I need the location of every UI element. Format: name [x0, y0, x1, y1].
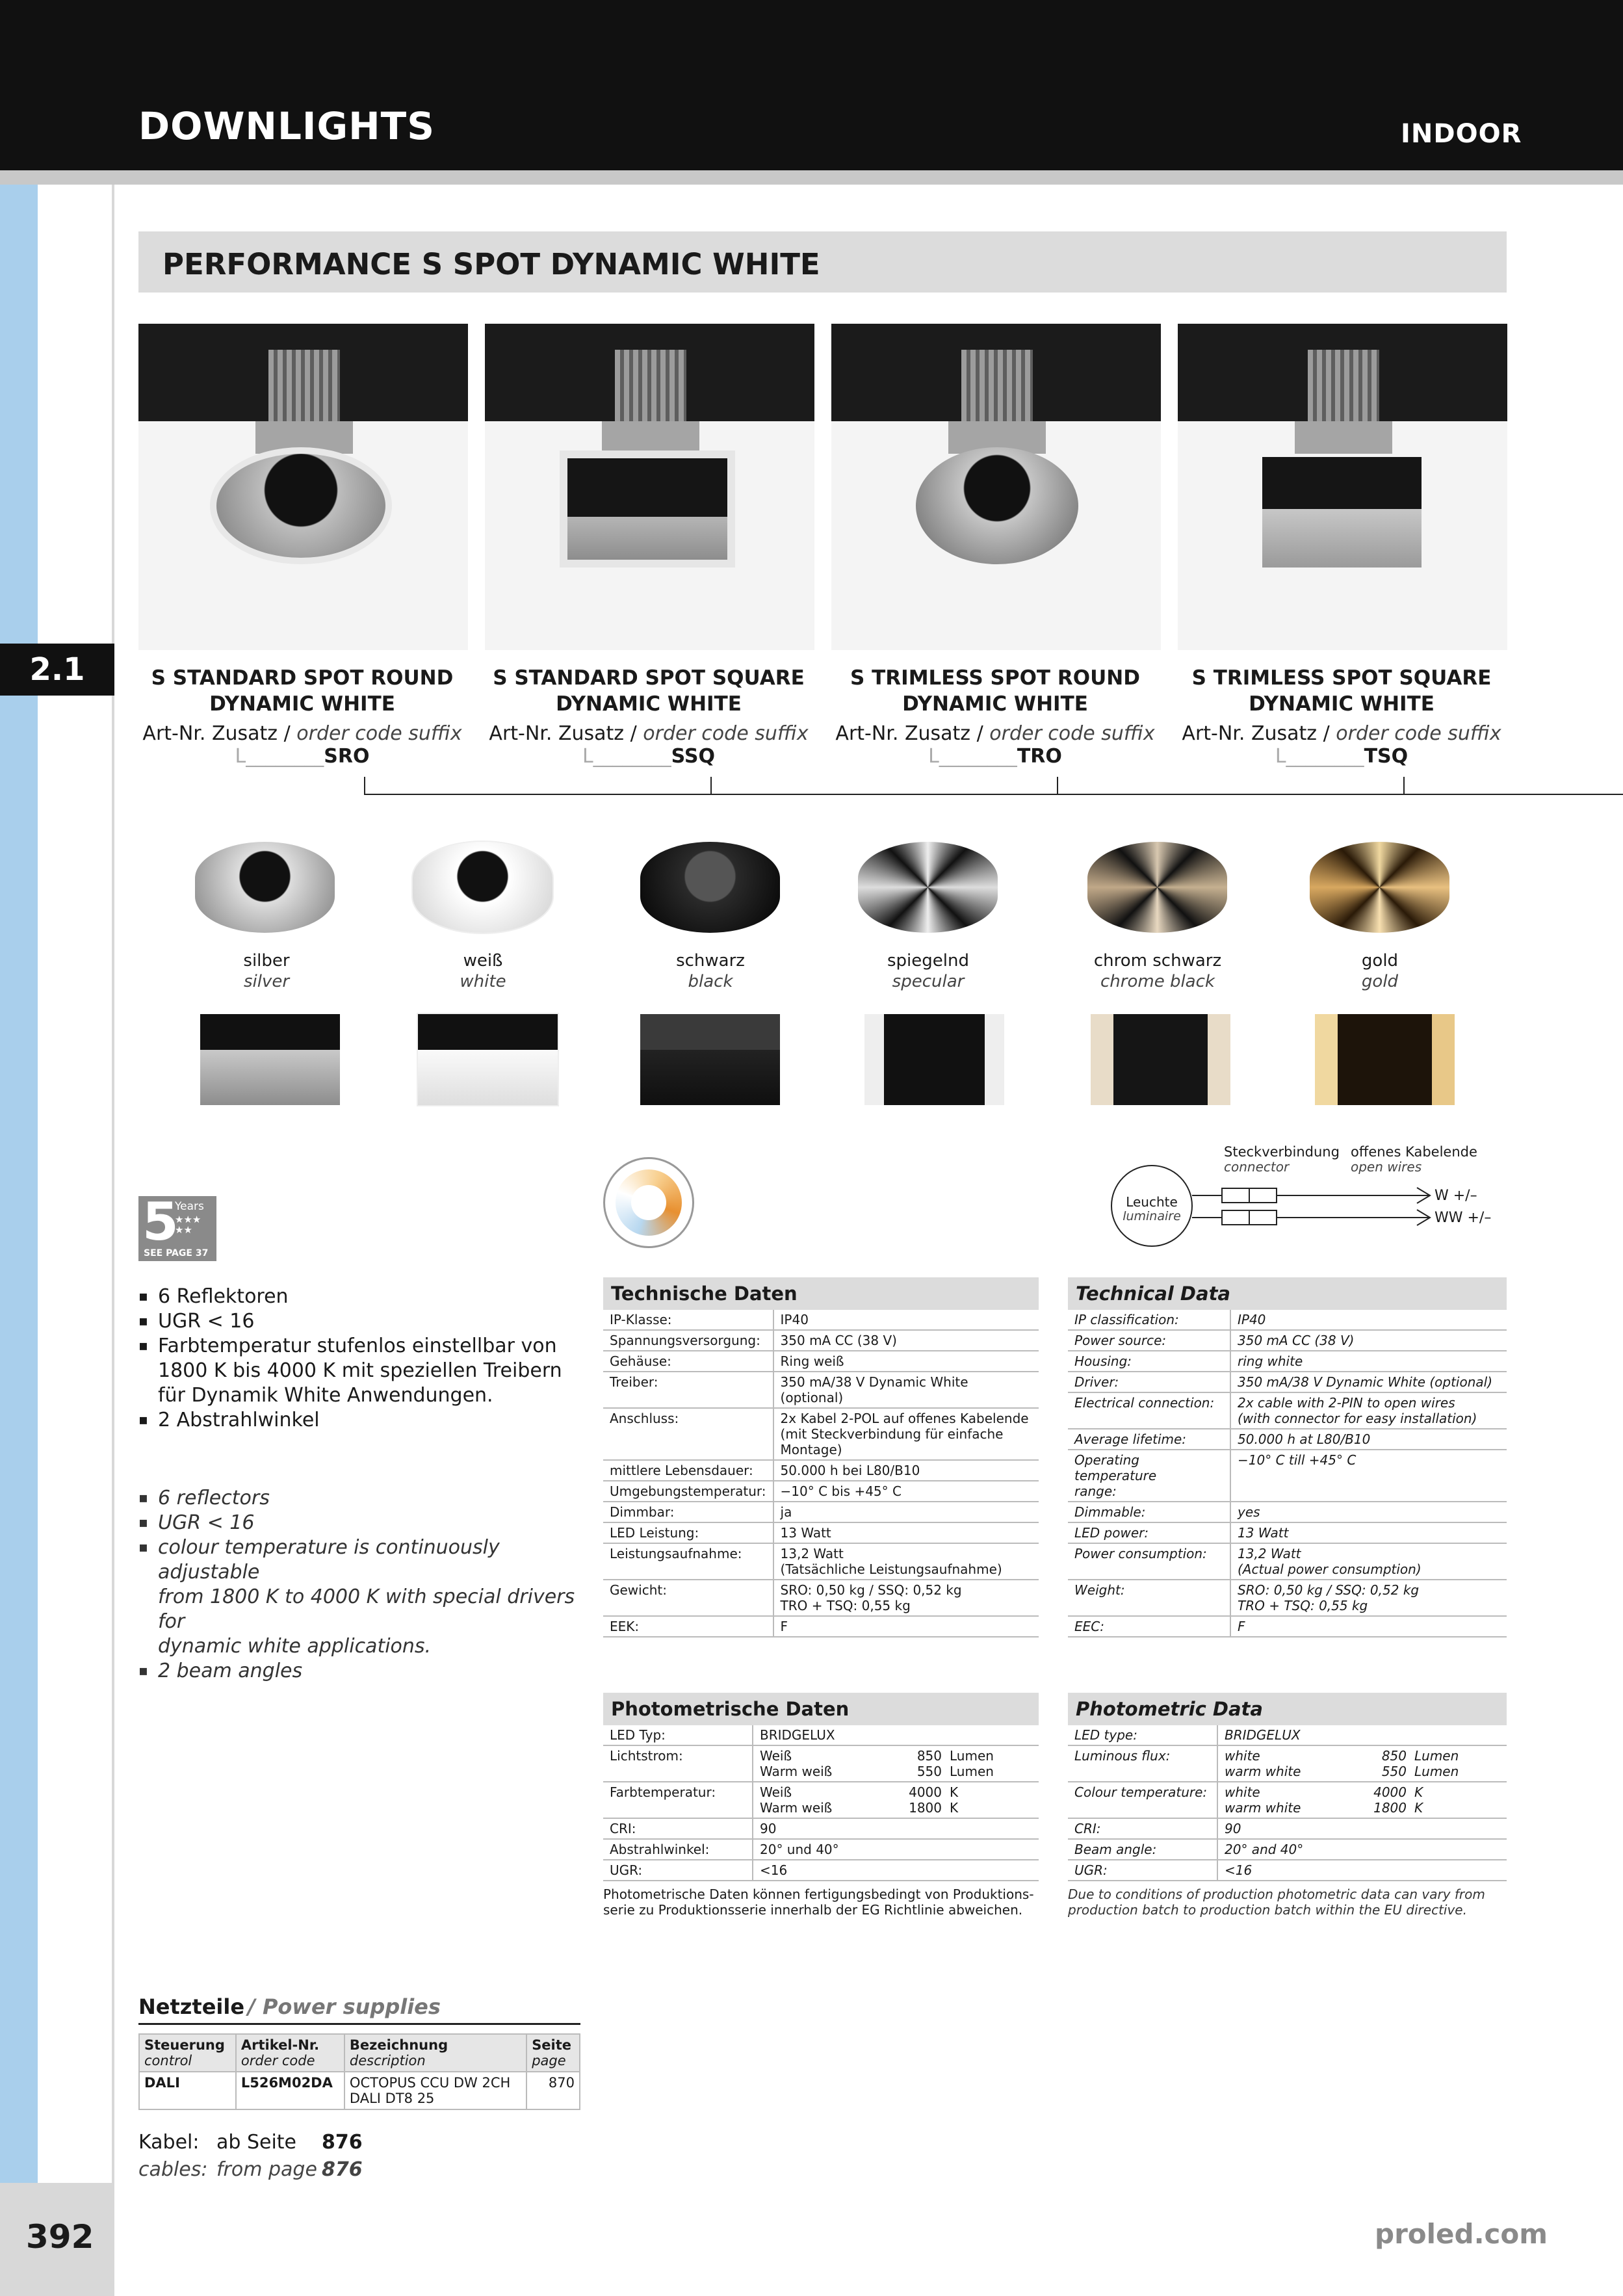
luminaire-label: Leuchte	[1126, 1194, 1178, 1210]
row-label: Power consumption:	[1068, 1543, 1230, 1580]
variant-ssq	[473, 665, 824, 768]
bracket-tick	[1057, 777, 1058, 795]
variant-sro	[127, 665, 478, 768]
tech-table-de	[603, 1277, 1039, 1637]
row-label: LED Typ:	[603, 1725, 753, 1745]
table-title: Photometrische Daten	[603, 1693, 1039, 1725]
row-value: SRO: 0,50 kg / SSQ: 0,52 kg TRO + TSQ: 0,55 kg	[1230, 1580, 1507, 1616]
table-row	[1068, 1782, 1507, 1818]
row-label: UGR:	[1068, 1860, 1217, 1881]
feature-item: ▪ 6 reflectors	[138, 1486, 580, 1511]
power-supplies-table	[138, 2033, 580, 2110]
feature-item: ▪ Farbtemperatur stufenlos einstellbar von	[138, 1334, 567, 1359]
row-label: LED Leistung:	[603, 1522, 773, 1543]
col-header-control: Steuerung control	[139, 2034, 236, 2072]
bracket-tick	[364, 777, 365, 795]
table-row	[1068, 1450, 1507, 1502]
reflector-specular-square	[864, 1014, 1004, 1105]
table-row	[1068, 1860, 1507, 1881]
table-row	[603, 1351, 1039, 1372]
row-label: Average lifetime:	[1068, 1429, 1230, 1450]
row-label: Beam angle:	[1068, 1839, 1217, 1860]
page-number: 392	[26, 2218, 94, 2256]
reflector-label-silver: silber silver	[243, 951, 290, 991]
section-label: INDOOR	[1401, 119, 1522, 149]
row-value: BRIDGELUX	[1217, 1725, 1507, 1745]
row-value: 13 Watt	[773, 1522, 1039, 1543]
row-label: Luminous flux:	[1068, 1745, 1217, 1782]
table-row	[603, 1481, 1039, 1502]
row-label: Housing:	[1068, 1351, 1230, 1372]
row-value: F	[1230, 1616, 1507, 1637]
row-value: <16	[1217, 1860, 1507, 1881]
row-value: 50.000 h at L80/B10	[1230, 1429, 1507, 1450]
table-row	[1068, 1310, 1507, 1330]
feature-cont: für Dynamik White Anwendungen.	[158, 1384, 493, 1407]
row-value: <16	[753, 1860, 1039, 1881]
order-code: L________TSQ	[1275, 745, 1409, 768]
table-row: DALI L526M02DA OCTOPUS CCU DW 2CH DALI DT8 25 870	[139, 2072, 580, 2109]
row-label: Leistungsaufnahme:	[603, 1543, 773, 1580]
order-code-label: Art-Nr. Zusatz / order code suffix	[1182, 722, 1501, 745]
reflector-silver-square	[200, 1014, 340, 1105]
cable-label-en: open wires	[1351, 1159, 1422, 1175]
table-row	[1068, 1351, 1507, 1372]
row-value: 13,2 Watt (Tatsächliche Leistungsaufnahme)	[773, 1543, 1039, 1580]
row-label: CRI:	[1068, 1818, 1217, 1839]
variant-tsq	[1166, 665, 1517, 768]
luminaire-label-en: luminaire	[1123, 1209, 1181, 1223]
row-value: white warm white 850 550 Lumen Lumen	[1217, 1745, 1507, 1782]
row-label: Driver:	[1068, 1372, 1230, 1392]
row-value: SRO: 0,50 kg / SSQ: 0,52 kg TRO + TSQ: 0,55 kg	[773, 1580, 1039, 1616]
row-label: Anschluss:	[603, 1408, 773, 1460]
wire-w-label: W +/–	[1435, 1188, 1477, 1204]
row-value: ring white	[1230, 1351, 1507, 1372]
photo-de-rows	[603, 1725, 1039, 1881]
row-label: Farbtemperatur:	[603, 1782, 753, 1818]
warranty-badge: 5 Years ★★★ ★★ SEE PAGE 37	[138, 1196, 216, 1261]
table-row	[603, 1616, 1039, 1637]
reflector-white-square	[418, 1014, 558, 1105]
table-row	[603, 1818, 1039, 1839]
chapter-sidebar	[0, 185, 38, 2296]
table-row	[603, 1310, 1039, 1330]
wire-ww-label: WW +/–	[1435, 1210, 1492, 1226]
order-code: L________SRO	[235, 745, 370, 768]
row-label: Abstrahlwinkel:	[603, 1839, 753, 1860]
features-en	[138, 1486, 580, 1684]
bracket-tick	[1403, 777, 1405, 795]
variant-photo-ssq	[485, 324, 814, 650]
row-value: 2x cable with 2-PIN to open wires (with connector for easy installation)	[1230, 1392, 1507, 1429]
row-value: BRIDGELUX	[753, 1725, 1039, 1745]
row-value: 2x Kabel 2-POL auf offenes Kabelende (mit Steckverbindung für einfache Montage)	[773, 1408, 1039, 1460]
table-row	[603, 1839, 1039, 1860]
reflector-chrome-black-square	[1091, 1014, 1230, 1105]
table-row	[1068, 1616, 1507, 1637]
row-value: Ring weiß	[773, 1351, 1039, 1372]
reflector-label-gold: gold gold	[1361, 951, 1399, 991]
photometric-note: Photometrische Daten können fertigungsbedingt von Produktions- serie zu Produktionsserie innerhalb der EG Richtlinie abweichen.	[603, 1886, 1034, 1918]
row-value: 90	[753, 1818, 1039, 1839]
variant-tro	[820, 665, 1171, 768]
table-row	[603, 1522, 1039, 1543]
row-value: 350 mA CC (38 V)	[1230, 1330, 1507, 1351]
row-label: LED type:	[1068, 1725, 1217, 1745]
variant-name: S STANDARD SPOT SQUARE	[493, 666, 805, 690]
row-value: 13,2 Watt (Actual power consumption)	[1230, 1543, 1507, 1580]
table-row	[603, 1372, 1039, 1408]
row-label: CRI:	[603, 1818, 753, 1839]
table-row	[603, 1782, 1039, 1818]
row-value: F	[773, 1616, 1039, 1637]
wiring-diagram	[1105, 1141, 1527, 1251]
row-value: 90	[1217, 1818, 1507, 1839]
table-row	[603, 1330, 1039, 1351]
reflector-white-round	[413, 842, 552, 933]
reflector-silver-round	[195, 842, 335, 933]
row-value: 13 Watt	[1230, 1522, 1507, 1543]
variant-photo-tsq	[1178, 324, 1507, 650]
row-label: Spannungsversorgung:	[603, 1330, 773, 1351]
table-row	[603, 1860, 1039, 1881]
table-row	[603, 1580, 1039, 1616]
connector-label: Steckverbindung	[1224, 1144, 1340, 1160]
tech-table-en	[1068, 1277, 1507, 1637]
website: proled.com	[1375, 2218, 1548, 2250]
reflector-gold-round	[1310, 842, 1449, 933]
table-row	[1068, 1330, 1507, 1351]
row-label: Lichtstrom:	[603, 1745, 753, 1782]
table-row	[1068, 1429, 1507, 1450]
table-title: Technical Data	[1068, 1277, 1507, 1310]
product-title: PERFORMANCE S SPOT DYNAMIC WHITE	[162, 247, 820, 281]
feature-item: ▪ 2 beam angles	[138, 1659, 580, 1684]
row-label: Umgebungstemperatur:	[603, 1481, 773, 1502]
connector-label-en: connector	[1224, 1159, 1290, 1175]
reflector-black-round	[640, 842, 780, 933]
variant-name: S TRIMLESS SPOT ROUND	[850, 666, 1140, 690]
row-value: −10° C till +45° C	[1230, 1450, 1507, 1502]
order-code: L________TRO	[928, 745, 1062, 768]
variant-photo-sro	[138, 324, 468, 650]
photo-en-rows	[1068, 1725, 1507, 1881]
feature-item: ▪ 2 Abstrahlwinkel	[138, 1408, 567, 1433]
table-title: Technische Daten	[603, 1277, 1039, 1310]
row-value: 350 mA/38 V Dynamic White (optional)	[1230, 1372, 1507, 1392]
reflector-label-white: weiß white	[460, 951, 506, 991]
row-value: 20° und 40°	[753, 1839, 1039, 1860]
row-value: IP40	[1230, 1310, 1507, 1330]
table-row	[1068, 1839, 1507, 1860]
order-code-label: Art-Nr. Zusatz / order code suffix	[835, 722, 1155, 745]
row-label: Colour temperature:	[1068, 1782, 1217, 1818]
table-row	[1068, 1522, 1507, 1543]
table-row	[1068, 1392, 1507, 1429]
variant-name: S STANDARD SPOT ROUND	[151, 666, 454, 690]
cables-en: cables: from page 876	[138, 2158, 363, 2181]
table-row	[1068, 1543, 1507, 1580]
photo-table-de	[603, 1693, 1039, 1918]
row-value: Weiß Warm weiß 850 550 Lumen Lumen	[753, 1745, 1039, 1782]
tech-de-rows	[603, 1310, 1039, 1637]
feature-item: ▪ 6 Reflektoren	[138, 1285, 567, 1309]
reflector-label-chrome-black: chrom schwarz chrome black	[1093, 951, 1222, 991]
variant-name-line2: DYNAMIC WHITE	[902, 692, 1088, 716]
reflector-label-specular: spiegelnd specular	[887, 951, 969, 991]
feature-item: ▪ UGR < 16	[138, 1511, 580, 1535]
chapter-tab: 2.1	[0, 644, 114, 696]
row-value: Weiß Warm weiß 4000 1800 K K	[753, 1782, 1039, 1818]
table-row	[603, 1725, 1039, 1745]
row-value: yes	[1230, 1502, 1507, 1522]
row-label: Power source:	[1068, 1330, 1230, 1351]
variant-name: S TRIMLESS SPOT SQUARE	[1191, 666, 1492, 690]
col-header-order-code: Artikel-Nr. order code	[236, 2034, 344, 2072]
table-row	[1068, 1725, 1507, 1745]
photo-table-en	[1068, 1693, 1507, 1918]
row-value: 350 mA CC (38 V)	[773, 1330, 1039, 1351]
row-label: EEK:	[603, 1616, 773, 1637]
feature-cont: from 1800 K to 4000 K with special drivers for	[158, 1585, 575, 1633]
table-row	[603, 1502, 1039, 1522]
tech-en-rows	[1068, 1310, 1507, 1637]
row-label: mittlere Lebensdauer:	[603, 1460, 773, 1481]
row-value: IP40	[773, 1310, 1039, 1330]
row-value: 350 mA/38 V Dynamic White (optional)	[773, 1372, 1039, 1408]
cable-label: offenes Kabelende	[1351, 1144, 1477, 1160]
reflector-black-square	[640, 1014, 780, 1105]
row-value: 20° and 40°	[1217, 1839, 1507, 1860]
table-row	[603, 1408, 1039, 1460]
dynamic-white-icon	[603, 1157, 694, 1248]
table-row	[603, 1543, 1039, 1580]
variant-name-line2: DYNAMIC WHITE	[556, 692, 742, 716]
row-label: Weight:	[1068, 1580, 1230, 1616]
feature-cont: 1800 K bis 4000 K mit speziellen Treibern	[158, 1359, 562, 1382]
row-label: Gewicht:	[603, 1580, 773, 1616]
table-title: Photometric Data	[1068, 1693, 1507, 1725]
row-label: Dimmbar:	[603, 1502, 773, 1522]
row-value: 50.000 h bei L80/B10	[773, 1460, 1039, 1481]
table-row	[603, 1460, 1039, 1481]
bracket-line	[364, 794, 1623, 795]
page-title: DOWNLIGHTS	[138, 104, 435, 148]
feature-item: ▪ colour temperature is continuously adjustable	[138, 1535, 580, 1585]
row-value: white warm white 4000 1800 K K	[1217, 1782, 1507, 1818]
row-label: IP classification:	[1068, 1310, 1230, 1330]
reflector-label-black: schwarz black	[676, 951, 745, 991]
variant-name-line2: DYNAMIC WHITE	[209, 692, 395, 716]
row-label: UGR:	[603, 1860, 753, 1881]
col-header-page: Seite page	[526, 2034, 580, 2072]
power-supplies-heading: Netzteile / Power supplies	[138, 1994, 580, 2025]
order-code-label: Art-Nr. Zusatz / order code suffix	[142, 722, 462, 745]
table-row	[1068, 1745, 1507, 1782]
feature-cont: dynamic white applications.	[158, 1635, 432, 1658]
row-label: Dimmable:	[1068, 1502, 1230, 1522]
photometric-note: Due to conditions of production photometric data can vary from production batch to production batch within the EU directive.	[1068, 1886, 1485, 1918]
sidebar-margin	[38, 185, 114, 2200]
row-label: IP-Klasse:	[603, 1310, 773, 1330]
header-underline	[0, 170, 1623, 185]
order-code: L________SSQ	[582, 745, 716, 768]
row-label: Gehäuse:	[603, 1351, 773, 1372]
row-value: −10° C bis +45° C	[773, 1481, 1039, 1502]
feature-item: ▪ UGR < 16	[138, 1309, 567, 1334]
order-code-label: Art-Nr. Zusatz / order code suffix	[489, 722, 809, 745]
cables-de: Kabel: ab Seite 876	[138, 2131, 363, 2154]
table-row	[1068, 1502, 1507, 1522]
variant-name-line2: DYNAMIC WHITE	[1249, 692, 1435, 716]
table-row	[603, 1745, 1039, 1782]
row-label: Treiber:	[603, 1372, 773, 1408]
table-row	[1068, 1580, 1507, 1616]
row-label: LED power:	[1068, 1522, 1230, 1543]
variant-photo-tro	[831, 324, 1161, 650]
table-row	[1068, 1818, 1507, 1839]
row-label: EEC:	[1068, 1616, 1230, 1637]
row-value: ja	[773, 1502, 1039, 1522]
features-de	[138, 1285, 567, 1433]
col-header-description: Bezeichnung description	[344, 2034, 526, 2072]
bracket-tick	[710, 777, 712, 795]
reflector-specular-round	[858, 842, 998, 933]
reflector-chrome-black-round	[1087, 842, 1227, 933]
table-row	[1068, 1372, 1507, 1392]
reflector-gold-square	[1315, 1014, 1455, 1105]
row-label: Operating temperature range:	[1068, 1450, 1230, 1502]
row-label: Electrical connection:	[1068, 1392, 1230, 1429]
